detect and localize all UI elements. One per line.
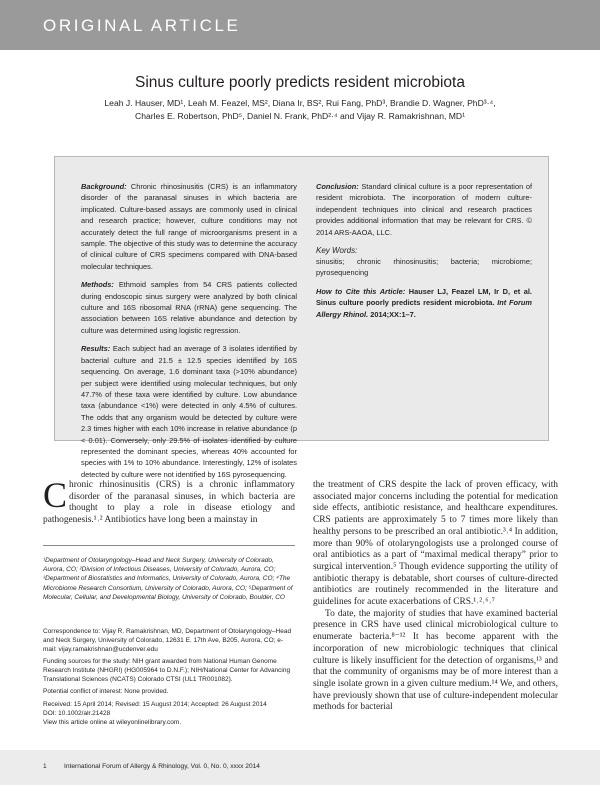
author-list	[90, 97, 510, 123]
cite-journal: Int Forum Allergy Rhinol.	[316, 298, 532, 319]
intro-text: hronic rhinosinusitis (CRS) is a chronic inflammatory disorder of the paranasal sinuses, in which bacteria are thought to play a role in disease etiology and pathogenesis.¹˒² Antibiotics have long been a mainstay in	[43, 480, 295, 526]
page-number: 1	[43, 763, 47, 770]
methods-label: Methods:	[81, 280, 114, 290]
abstract-conclusion	[316, 181, 532, 238]
methods-text: Ethmoid samples from 54 CRS patients collected during endoscopic sinus surgery were analyzed by both clinical culture and 16S ribosomal RNA (rRNA) gene sequencing. The association between 16S relative abundance and detection by culture was determined using logistic regression.	[81, 280, 297, 335]
background-text: Chronic rhinosinusitis (CRS) is an inflammatory disorder of the paranasal sinuses in which bacteria are implicated. Culture-based assays are commonly used in clinical and research practice; however, culture conditions may not accurately detect the full range of microorganisms present in a sample. The objective of this study was to determine the accuracy of clinical culture of CRS specimens compared with DNA-based molecular techniques.	[81, 182, 297, 271]
keywords-text: sinusitis; chronic rhinosinusitis; bacteria; microbiome; pyrosequencing	[316, 257, 532, 278]
cite-tail: 2014;XX:1–7.	[370, 309, 416, 319]
keywords-heading: Key Words:	[316, 246, 358, 256]
funding-footnote: Funding sources for the study: NIH grant awarded from National Human Genome Research Institute (NHGRI) (HG005964 to D.N.F.); NIH/National Center for Advancing Translational Sciences (NCATS) Colorado CTSI (UL1 TR001082).	[43, 658, 291, 684]
cite-label: How to Cite this Article:	[316, 286, 406, 296]
body-left-column	[43, 475, 295, 527]
conclusion-text: Standard clinical culture is a poor representation of resident microbiota. The incorporation of modern culture-independent techniques into clinical and research practices provides additional information that may be relevant for CRS. © 2014 ARS-AAOA, LLC.	[316, 182, 532, 237]
view-online-footnote: View this article online at wileyonlinelibrary.com.	[43, 719, 182, 726]
abstract-results	[81, 343, 297, 480]
section-banner	[0, 0, 600, 50]
section-label: ORIGINAL ARTICLE	[43, 16, 241, 35]
body-paragraph: To date, the majority of studies that have examined bacterial presence in CRS have used clinical microbiological culture to enumerate bacteria.⁸⁻¹² It has become apparent with the incorporation of new microbiologic techniques that clinical culture is likely insufficient for the detection of organisms,¹³ and that the community of organisms may be of more interest than a single isolate grown in a given culture medium.¹⁴ We, and others, have previously shown that use of culture-independent molecular methods for bacterial	[313, 608, 558, 713]
results-text: Each subject had an average of 3 isolates identified by bacterial culture and 21.5 ± 12.5 species identified by 16S sequencing. On average, 1.6 dominant taxa (>10% abundance) per subject were identified using molecular techniques, but only 47.7% of these taxa were identified by culture. Low abundance taxa (abundance <1%) were detected in only 4.5% of cultures. The odds that any organism would be detected by culture were 2.3 times higher with each 10% increase in relative abundance (p < 0.01). Conversely, only 29.5% of isolates identified by culture represented the dominant species, whereas 40% accounted for species with 1% to 10% abundance. Interestingly, 12% of isolates detected by culture were not identified by 16S pyrosequencing.	[81, 344, 297, 479]
doi-footnote: DOI: 10.1002/alr.21428	[43, 710, 111, 717]
abstract-right-column	[316, 181, 532, 327]
page-footer	[0, 750, 600, 785]
abstract-left-column	[81, 181, 297, 487]
abstract-box	[54, 156, 549, 479]
author-line: Leah J. Hauser, MD¹, Leah M. Feazel, MS², Diana Ir, BS², Rui Fang, PhD³, Brandie D. Wagner, PhD³·⁴,	[104, 98, 496, 108]
intro-paragraph	[43, 475, 295, 527]
background-label: Background:	[81, 182, 127, 191]
results-label: Results:	[81, 344, 111, 354]
conflict-footnote: Potential conflict of interest: None provided.	[43, 688, 169, 695]
abstract-methods	[81, 279, 297, 336]
article-title: Sinus culture poorly predicts resident microbiota	[135, 74, 465, 91]
conclusion-label: Conclusion:	[316, 182, 359, 191]
body-paragraph: the treatment of CRS despite the lack of proven efficacy, with associated major concerns including the potential for medication side effects, antibiotic resistance, and healthcare expenditures. CRS patients are approximately 5 to 7 times more likely than healthy persons to be prescribed an oral antibiotic.³˒⁴ In addition, more than 90% of otolaryngologists use a prolonged course of oral antibiotics as a part of “maximal medical therapy” prior to surgical intervention.⁵ Though evidence supporting the utility of antibiotic therapy is debatable, short courses of culture-directed antibiotics are routinely recommended in the literature and guidelines for acute exacerbations of CRS.¹˒²˒⁶˒⁷	[313, 480, 558, 608]
body-right-column	[313, 480, 558, 714]
drop-cap: C	[43, 475, 68, 515]
author-line: Charles E. Robertson, PhD⁵, Daniel N. Frank, PhD²·⁴ and Vijay R. Ramakrishnan, MD¹	[135, 111, 465, 121]
dates-footnote: Received: 15 April 2014; Revised: 15 August 2014; Accepted: 26 August 2014	[43, 701, 267, 708]
journal-footer: International Forum of Allergy & Rhinology, Vol. 0, No. 0, xxxx 2014	[64, 763, 260, 770]
abstract-background	[81, 181, 297, 272]
cite-text: Hauser LJ, Feazel LM, Ir D, et al. Sinus culture poorly predicts resident microbiota.	[316, 286, 532, 308]
footnote-divider	[43, 545, 295, 546]
affiliations-footnote: ¹Department of Otolaryngology–Head and Neck Surgery, University of Colorado, Aurora, CO; ²Division of Infectious Diseases, University of Colorado, Aurora, CO; ³Department of Biostatistics and Informatics, University of Colorado, Aurora, CO; ⁴The Microbiome Research Consortium, University of Colorado, Aurora, CO; ⁵Department of Molecular, Cellular, and Developmental Biology, University of Colorado, Boulder, CO	[43, 557, 293, 601]
citation	[316, 286, 532, 320]
correspondence-footnote: Correspondence to: Vijay R. Ramakrishnan, MD, Department of Otolaryngology–Head and Neck Surgery, University of Colorado, 12631 E. 17th Ave, B205, Aurora, CO; e-mail: vijay.ramakrishnan@ucdenver.edu	[43, 628, 292, 654]
